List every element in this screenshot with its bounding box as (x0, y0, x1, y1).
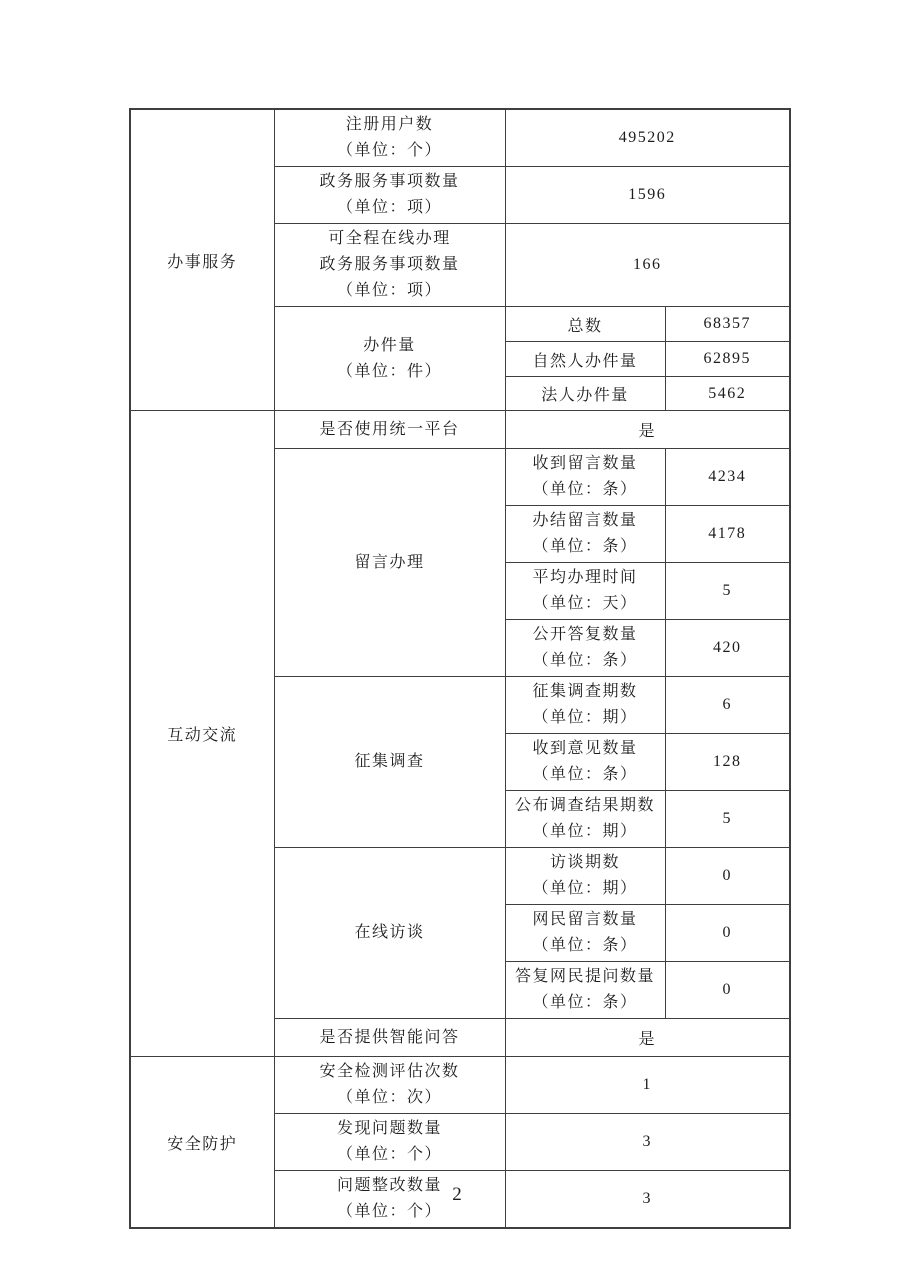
category-service: 办事服务 (130, 109, 274, 411)
metric-label (274, 449, 505, 677)
metric-label-line: （单位：条） (532, 766, 638, 783)
page-number: 2 (452, 1184, 462, 1205)
metric-label-line: 在线访谈 (354, 924, 425, 941)
metric-label-line: （单位：项） (336, 199, 442, 216)
metric-label-line: 公开答复数量 (532, 626, 638, 643)
metric-label (274, 677, 505, 848)
metric-label-line: 注册用户数 (345, 116, 434, 133)
sub-metric-value: 5 (665, 563, 790, 620)
metric-label-line: （单位：项） (336, 282, 442, 299)
metric-label-line: 是否使用统一平台 (319, 420, 460, 438)
table-row (130, 1057, 790, 1114)
metric-label (274, 307, 505, 411)
metric-label-line: （单位：个） (336, 1203, 442, 1220)
metric-label-line: 安全检测评估次数 (319, 1063, 460, 1080)
metric-value: 1596 (505, 167, 790, 224)
sub-metric-label (505, 848, 665, 905)
sub-metric-value: 6 (665, 677, 790, 734)
metric-label-line: 是否提供智能问答 (319, 1028, 460, 1046)
metric-label (274, 109, 505, 167)
sub-metric-value: 0 (665, 905, 790, 962)
metric-label-line: （单位：件） (336, 362, 442, 380)
metric-label (274, 1057, 505, 1114)
metric-value: 495202 (505, 109, 790, 167)
table-row (130, 411, 790, 449)
sub-metric-label (505, 791, 665, 848)
metric-value: 1 (505, 1057, 790, 1114)
metric-label-line: 办结留言数量 (532, 512, 638, 529)
metric-label-line: 留言办理 (354, 553, 425, 571)
metric-label-line: 征集调查 (354, 753, 425, 770)
metric-label-line: 政务服务事项数量 (319, 256, 460, 273)
metric-label (274, 167, 505, 224)
metric-value: 是 (505, 411, 790, 449)
sub-metric-value: 128 (665, 734, 790, 791)
metric-label-line: 征集调查期数 (532, 683, 638, 700)
metric-label-line: （单位：条） (532, 937, 638, 954)
sub-metric-value: 4178 (665, 506, 790, 563)
metric-label-line: 办件量 (363, 336, 416, 354)
metric-label-line: （单位：次） (336, 1089, 442, 1106)
metric-label (274, 411, 505, 449)
annual-report-table (129, 108, 791, 1229)
metric-label-line: 收到留言数量 (532, 455, 638, 472)
metric-label-line: 平均办理时间 (532, 569, 638, 586)
sub-metric-label (505, 734, 665, 791)
metric-label-line: 发现问题数量 (336, 1120, 442, 1137)
metric-label-line: （单位：个） (336, 1146, 442, 1163)
metric-label (274, 224, 505, 307)
metric-label-line: 网民留言数量 (532, 911, 638, 928)
metric-value: 166 (505, 224, 790, 307)
sub-metric-value: 68357 (665, 307, 790, 342)
sub-metric-value: 5 (665, 791, 790, 848)
sub-metric-label (505, 677, 665, 734)
metric-label (274, 848, 505, 1019)
table-row (130, 109, 790, 167)
sub-metric-value: 420 (665, 620, 790, 677)
sub-metric-label: 法人办件量 (505, 377, 665, 411)
metric-label-line: （单位：条） (532, 481, 638, 498)
metric-label-line: 访谈期数 (549, 854, 620, 871)
metric-value: 3 (505, 1171, 790, 1229)
metric-label-line: （单位：期） (532, 880, 638, 897)
metric-value: 是 (505, 1019, 790, 1057)
metric-label-line: （单位：期） (532, 709, 638, 726)
sub-metric-label (505, 905, 665, 962)
sub-metric-label (505, 449, 665, 506)
metric-label-line: （单位：个） (336, 142, 442, 159)
category-interaction: 互动交流 (130, 411, 274, 1057)
sub-metric-value: 5462 (665, 377, 790, 411)
metric-value: 3 (505, 1114, 790, 1171)
metric-label-line: （单位：条） (532, 538, 638, 555)
sub-metric-value: 0 (665, 962, 790, 1019)
metric-label-line: 答复网民提问数量 (514, 968, 655, 985)
metric-label-line: （单位：条） (532, 994, 638, 1011)
sub-metric-value: 4234 (665, 449, 790, 506)
metric-label-line: （单位：期） (532, 823, 638, 840)
sub-metric-label: 自然人办件量 (505, 342, 665, 377)
metric-label-line: 公布调查结果期数 (514, 797, 655, 814)
sub-metric-value: 0 (665, 848, 790, 905)
sub-metric-label (505, 506, 665, 563)
metric-label-line: （单位：天） (532, 595, 638, 612)
metric-label-line: （单位：条） (532, 652, 638, 669)
sub-metric-label: 总数 (505, 307, 665, 342)
category-security: 安全防护 (130, 1057, 274, 1229)
sub-metric-label (505, 563, 665, 620)
sub-metric-label (505, 962, 665, 1019)
metric-label-line: 收到意见数量 (532, 740, 638, 757)
metric-label-line: 问题整改数量 (336, 1177, 442, 1194)
sub-metric-value: 62895 (665, 342, 790, 377)
sub-metric-label (505, 620, 665, 677)
metric-label (274, 1019, 505, 1057)
metric-label-line: 政务服务事项数量 (319, 173, 460, 190)
metric-label-line: 可全程在线办理 (328, 230, 451, 247)
metric-label (274, 1114, 505, 1171)
